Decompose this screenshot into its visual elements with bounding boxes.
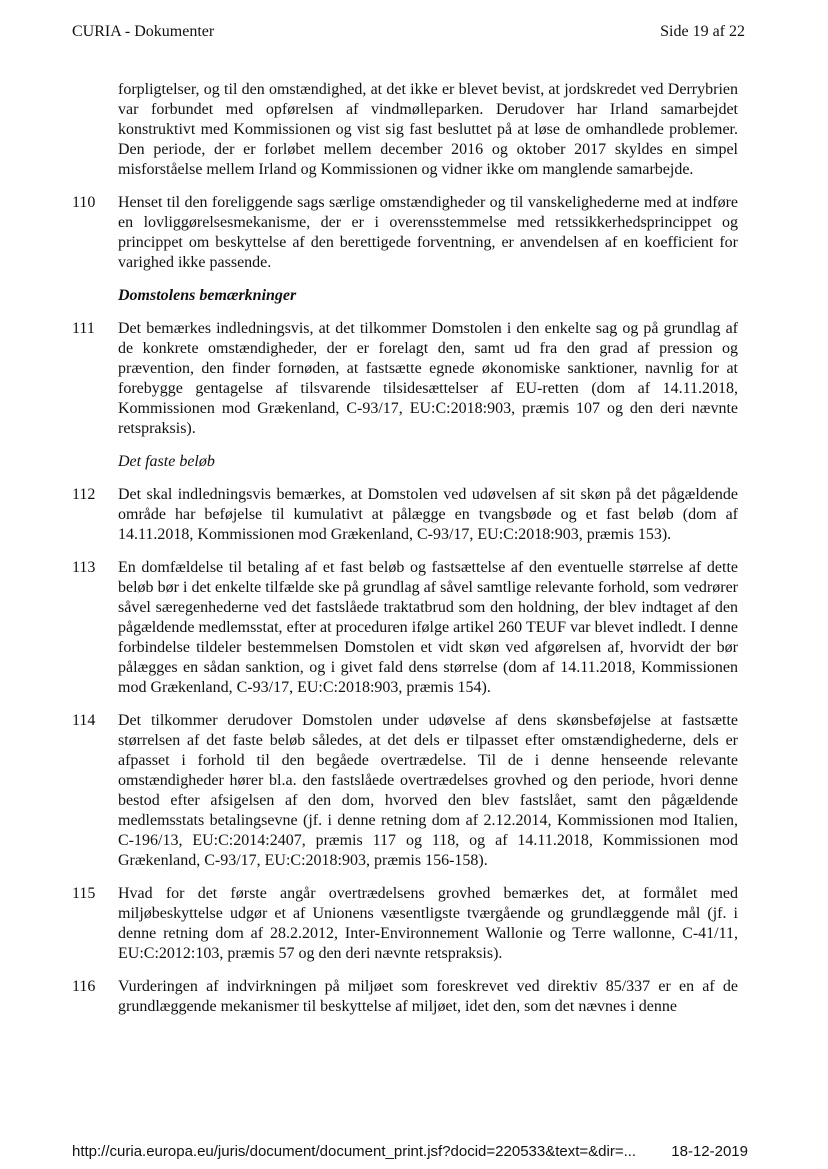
print-date: 18-12-2019 (671, 1143, 748, 1160)
page-footer (72, 1143, 748, 1169)
paragraph-number: 116 (72, 978, 96, 995)
paragraph-112 (72, 485, 738, 545)
paragraph-text: Det bemærkes indledningsvis, at det tilkommer Domstolen i den enkelte sag og på grundlag af de konkrete omstændigheder, der er forelagt den, samt ud fra den grad af pression og prævention, den finder fornøden, at fastsætte egnede økonomiske sanktioner, navnlig for at forebygge gentagelse af tilsvarende tilsidesættelser af EU-retten (dom af 14.11.2018, Kommissionen mod Grækenland, C-93/17, EU:C:2018:903, præmis 107 og den deri nævnte retspraksis). (118, 320, 738, 437)
paragraph-number: 112 (72, 486, 96, 503)
paragraph-113 (72, 558, 738, 698)
paragraph-116 (72, 977, 738, 1017)
paragraph-110 (72, 193, 738, 273)
paragraph-number: 114 (72, 712, 96, 729)
paragraph-number: 115 (72, 885, 96, 902)
paragraph-number: 113 (72, 559, 96, 576)
paragraph-text: Det tilkommer derudover Domstolen under udøvelse af dens skønsbeføjelse at fastsætte størrelsen af det faste beløb således, at det dels er tilpasset efter omstændighederne, dels er afpasset i forhold til den begåede overtrædelse. Til de i denne henseende relevante omstændigheder hører bl.a. den fastslåede overtrædelses grovhed og den periode, hvori denne bestod efter afsigelsen af den dom, hvorved den blev fastslået, samt den pågældende medlemsstats betalingsevne (jf. i denne retning dom af 2.12.2014, Kommissionen mod Italien, C-196/13, EU:C:2014:2407, præmis 117 og 118, og af 14.11.2018, Kommissionen mod Grækenland, C-93/17, EU:C:2018:903, præmis 156-158). (118, 712, 738, 869)
paragraph-text: Hvad for det første angår overtrædelsens grovhed bemærkes det, at formålet med miljøbeskyttelse udgør et af Unionens væsentligste tværgående og grundlæggende mål (jf. i denne retning dom af 28.2.2012, Inter-Environnement Wallonie og Terre wallonne, C-41/11, EU:C:2012:103, præmis 57 og den deri nævnte retspraksis). (118, 885, 738, 962)
section-heading-fixed-amount: Det faste beløb (118, 453, 215, 470)
paragraph-text: Vurderingen af indvirkningen på miljøet som foreskrevet ved direktiv 85/337 er en af de grundlæggende mekanismer til beskyttelse af miljøet, idet den, som det nævnes i denne (118, 978, 738, 1015)
section-heading-court-remarks: Domstolens bemærkninger (118, 287, 297, 304)
page-number: Side 19 af 22 (660, 23, 745, 40)
paragraph-number: 111 (72, 320, 95, 337)
paragraph-115 (72, 884, 738, 964)
document-url: http://curia.europa.eu/juris/document/document_print.jsf?docid=220533&text=&dir=... (72, 1143, 637, 1160)
page-header (0, 0, 828, 50)
paragraph-continuation: forpligtelser, og til den omstændighed, at det ikke er blevet bevist, at jordskredet ved Derrybrien var forbundet med opførelsen af vindmølleparken. Derudover har Irland samarbejdet konstruktivt med Kommissionen og vist sig fast besluttet på at løse de omhandlede problemer. Den periode, der er forløbet mellem december 2016 og oktober 2017 skyldes en simpel misforståelse mellem Irland og Kommissionen og vidner ikke om manglende samarbejde. (118, 81, 738, 178)
document-source-title: CURIA - Dokumenter (72, 23, 215, 40)
paragraph-number: 110 (72, 194, 96, 211)
document-body (72, 80, 738, 1017)
paragraph-114 (72, 711, 738, 871)
paragraph-text: En domfældelse til betaling af et fast beløb og fastsættelse af den eventuelle størrelse af dette beløb bør i det enkelte tilfælde ske på grundlag af såvel samtlige relevante forhold, som vedrører såvel særegenhederne ved det fastslåede traktatbrud som den holdning, der blev indtaget af den pågældende medlemsstat, efter at proceduren ifølge artikel 260 TEUF var blevet indledt. I denne forbindelse tildeler bestemmelsen Domstolen et vidt skøn ved afgørelsen af, hvorvidt der bør pålægges en sådan sanktion, og i givet fald dens størrelse (dom af 14.11.2018, Kommissionen mod Grækenland, C-93/17, EU:C:2018:903, præmis 154). (118, 559, 738, 696)
paragraph-111 (72, 319, 738, 439)
paragraph-text: Henset til den foreliggende sags særlige omstændigheder og til vanskelighederne med at indføre en lovliggørelsesmekanisme, der er i overensstemmelse med retssikkerhedsprincippet og princippet om beskyttelse af den berettigede forventning, er anvendelsen af en koefficient for varighed ikke passende. (118, 194, 738, 271)
paragraph-text: Det skal indledningsvis bemærkes, at Domstolen ved udøvelsen af sit skøn på det pågældende område har beføjelse til kumulativt at pålægge en tvangsbøde og et fast beløb (dom af 14.11.2018, Kommissionen mod Grækenland, C-93/17, EU:C:2018:903, præmis 153). (118, 486, 738, 543)
